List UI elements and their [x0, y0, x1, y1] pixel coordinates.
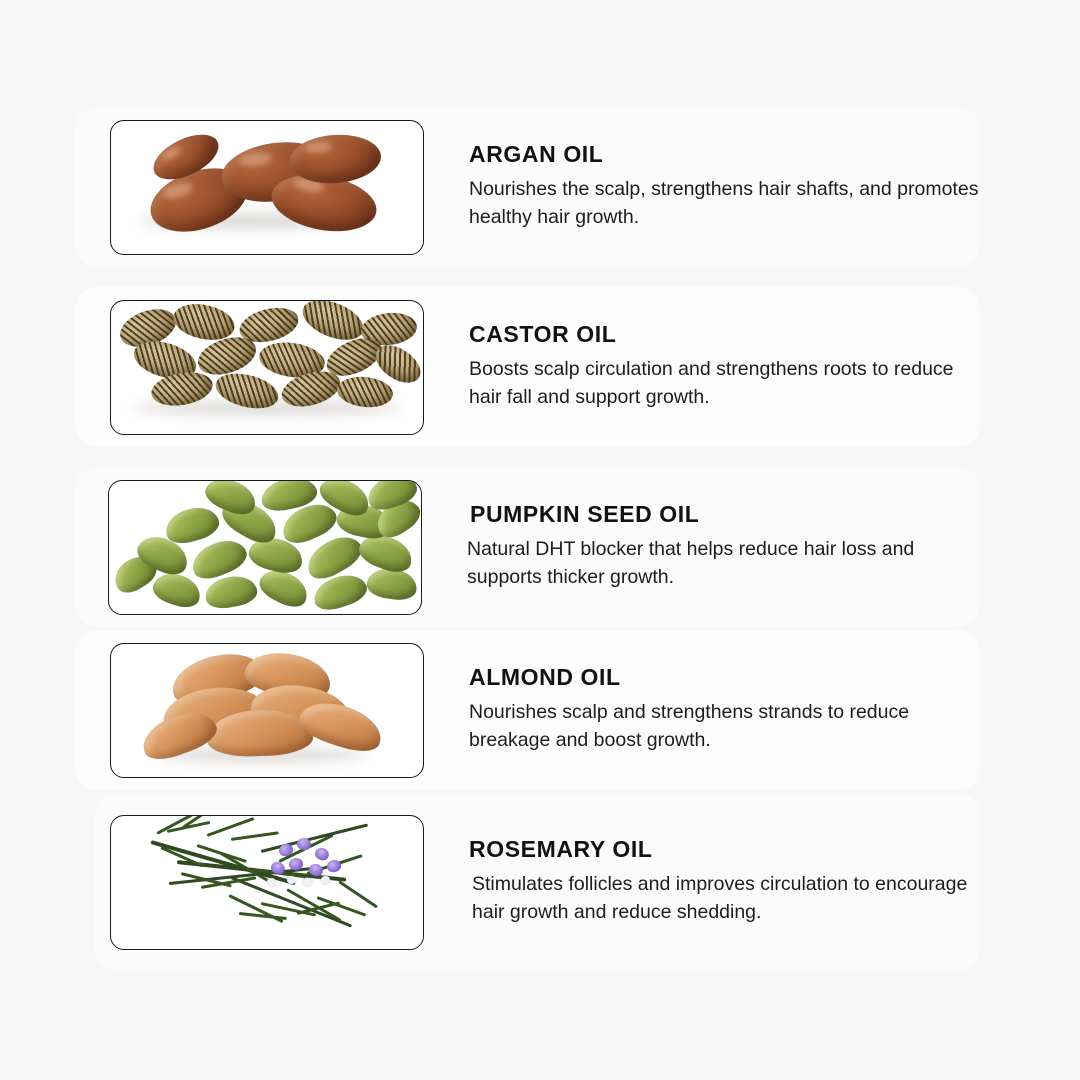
item-title: ALMOND OIL [469, 664, 621, 691]
item-description: Boosts scalp circulation and strengthens roots to reduce hair fall and support growth. [469, 358, 954, 409]
list-item [95, 793, 980, 971]
pumpkin-seeds-photo [108, 480, 422, 615]
item-title: ROSEMARY OIL [469, 836, 653, 863]
item-text [469, 665, 980, 755]
rosemary-sprig-photo [110, 815, 424, 950]
item-text [469, 322, 980, 412]
almonds-photo [110, 643, 424, 778]
item-description: Stimulates follicles and improves circulation to encourage hair growth and reduce shedding. [472, 873, 968, 924]
item-description: Nourishes the scalp, strengthens hair shafts, and promotes healthy hair growth. [469, 178, 979, 229]
item-title: ARGAN OIL [469, 141, 604, 168]
item-text [469, 142, 980, 232]
item-text [467, 502, 980, 592]
item-text [469, 837, 980, 927]
rosemary-artwork [111, 816, 423, 949]
argan-nuts-photo [110, 120, 424, 255]
list-item [75, 107, 980, 267]
item-title: CASTOR OIL [469, 321, 617, 348]
list-item [75, 467, 980, 627]
pumpkin-artwork [109, 481, 421, 614]
castor-artwork [111, 301, 423, 434]
item-description: Natural DHT blocker that helps reduce hair loss and supports thicker growth. [467, 538, 915, 589]
item-description: Nourishes scalp and strengthens strands to reduce breakage and boost growth. [469, 701, 910, 752]
item-title: PUMPKIN SEED OIL [470, 501, 700, 528]
list-item [75, 630, 980, 790]
castor-seeds-photo [110, 300, 424, 435]
list-item [75, 287, 980, 447]
argan-artwork [111, 121, 423, 254]
almond-artwork [111, 644, 423, 777]
